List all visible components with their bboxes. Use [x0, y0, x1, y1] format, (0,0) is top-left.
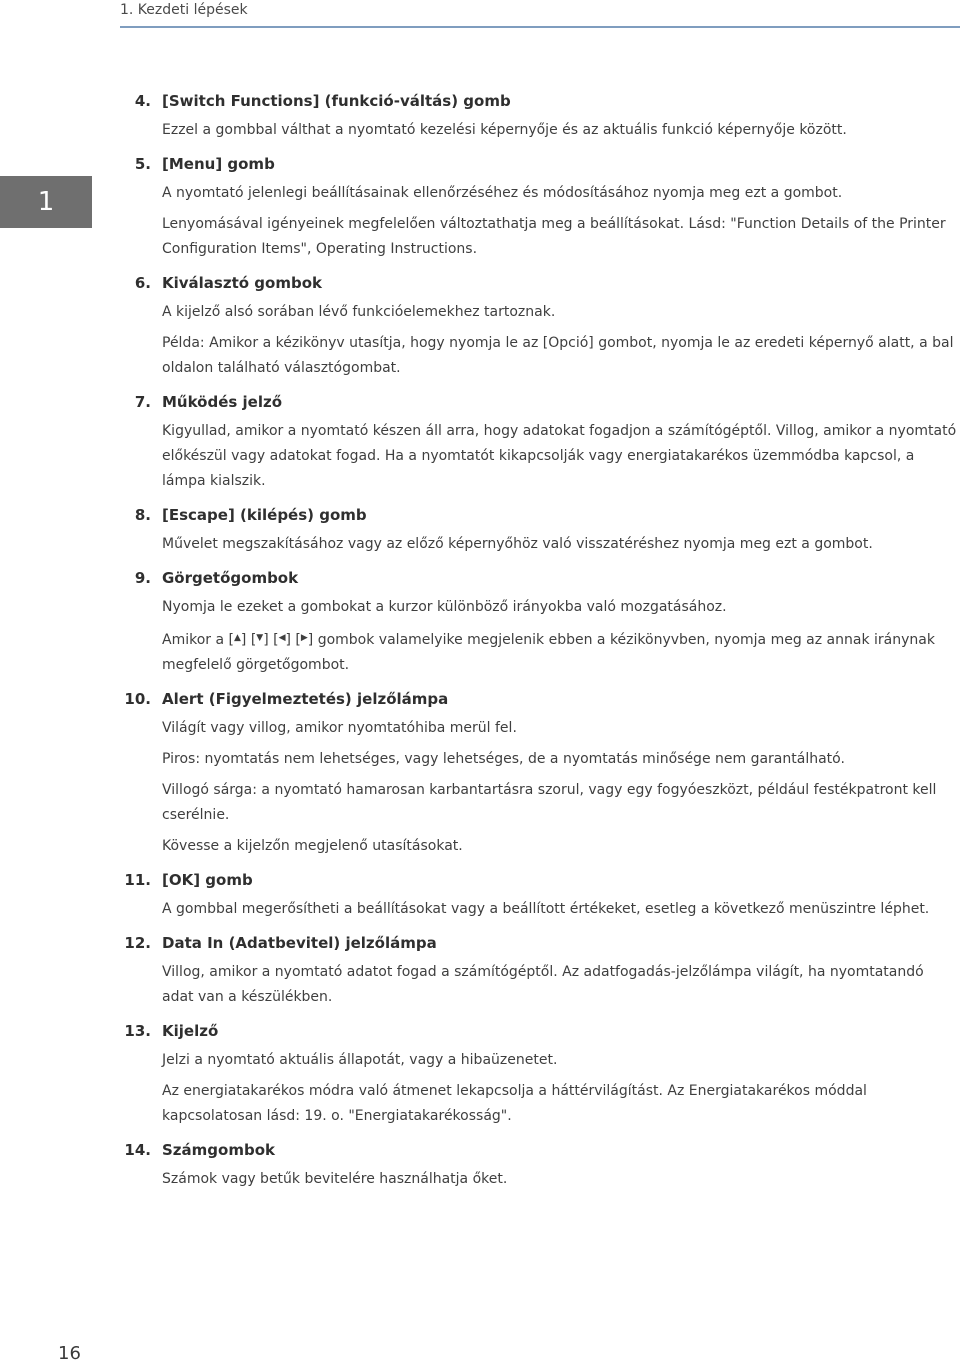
item-text: A gombbal megerősítheti a beállításokat vagy a beállított értékeket, esetleg a következő menüszintre léphet.	[162, 901, 930, 917]
item-title: Görgetőgombok	[162, 569, 299, 587]
item-title: [Escape] (kilépés) gomb	[162, 506, 367, 524]
arrow-down-icon: ▼	[256, 633, 264, 643]
header-rule	[120, 26, 960, 28]
item-text: Lenyomásával igényeinek megfelelően változtathatja meg a beállításokat. Lásd: "Function Details of the Printer Configuration Items", Operating Instructions.	[162, 216, 946, 257]
item-number: 5.	[134, 155, 151, 173]
item-heading	[0, 686, 960, 712]
list-item	[0, 270, 960, 381]
item-text-arrows	[0, 626, 957, 678]
item-title: [Menu] gomb	[162, 155, 275, 173]
item-heading	[0, 151, 960, 177]
item-number: 11.	[124, 871, 151, 889]
item-heading	[0, 565, 960, 591]
item-text: Kigyullad, amikor a nyomtató készen áll arra, hogy adatokat fogadjon a számítógéptől. Villog, amikor a nyomtató előkészül vagy adatokat fogad. Ha a nyomtatót kikapcsolják vagy energiatakarékos üzemmódba kapcsol, a lámpa kialszik.	[162, 423, 957, 489]
item-heading	[0, 88, 960, 114]
item-number: 9.	[134, 569, 151, 587]
item-title: Alert (Figyelmeztetés) jelzőlámpa	[162, 690, 449, 708]
chapter-tab: 1	[0, 176, 92, 228]
item-heading	[0, 1018, 960, 1044]
item-text: Jelzi a nyomtató aktuális állapotát, vagy a hibaüzenetet.	[162, 1052, 558, 1068]
item-title: [Switch Functions] (funkció-váltás) gomb	[162, 92, 511, 110]
item-heading	[0, 270, 960, 296]
list-item	[0, 565, 960, 678]
item-text: Példa: Amikor a kézikönyv utasítja, hogy nyomja le az [Opció] gombot, nyomja le az eredeti képernyő alatt, a bal oldalon található választógombat.	[162, 335, 954, 376]
item-number: 14.	[124, 1141, 151, 1159]
list-item	[0, 389, 960, 494]
running-header: 1. Kezdeti lépések	[120, 2, 248, 18]
item-text: A kijelző alsó sorában lévő funkcióelemekhez tartoznak.	[162, 304, 556, 320]
item-text: Az energiatakarékos módra való átmenet lekapcsolja a háttérvilágítást. Az Energiatakarékos móddal kapcsolatosan lásd: 19. o. "Energiatakarékosság".	[162, 1083, 867, 1124]
arrow-right-icon: ▶	[300, 633, 308, 643]
item-heading	[0, 502, 960, 528]
item-title: Kiválasztó gombok	[162, 274, 322, 292]
item-title: Számgombok	[162, 1141, 275, 1159]
item-heading	[0, 389, 960, 415]
list-item	[0, 1018, 960, 1129]
list-item	[0, 867, 960, 922]
page-number: 16	[58, 1343, 81, 1364]
item-text: Kövesse a kijelzőn megjelenő utasításokat.	[162, 838, 463, 854]
item-text: Számok vagy betűk bevitelére használhatja őket.	[162, 1171, 508, 1187]
item-title: Data In (Adatbevitel) jelzőlámpa	[162, 934, 437, 952]
list-item	[0, 686, 960, 859]
item-title: [OK] gomb	[162, 871, 253, 889]
item-text: Villog, amikor a nyomtató adatot fogad a számítógéptől. Az adatfogadás-jelzőlámpa világít, ha nyomtatandó adat van a készülékben.	[162, 964, 924, 1005]
item-number: 12.	[124, 934, 151, 952]
text-segment: Amikor a [	[162, 632, 234, 648]
item-number: 7.	[134, 393, 151, 411]
item-title: Működés jelző	[162, 393, 283, 411]
text-segment: ] gombok valamelyike megjelenik ebben a kézikönyvben, nyomja meg az annak iránynak megfelelő görgetőgombot.	[162, 632, 935, 673]
item-text: Ezzel a gombbal válthat a nyomtató kezelési képernyője és az aktuális funkció képernyője között.	[162, 122, 847, 138]
item-text: Villogó sárga: a nyomtató hamarosan karbantartásra szorul, vagy egy fogyóeszközt, például festékpatront kell cserélnie.	[162, 782, 937, 823]
item-text: Nyomja le ezeket a gombokat a kurzor különböző irányokba való mozgatásához.	[162, 599, 727, 615]
item-number: 6.	[134, 274, 151, 292]
item-text: Világít vagy villog, amikor nyomtatóhiba merül fel.	[162, 720, 517, 736]
item-text: Piros: nyomtatás nem lehetséges, vagy lehetséges, de a nyomtatás minősége nem garantálható.	[162, 751, 845, 767]
item-text: Művelet megszakításához vagy az előző képernyőhöz való visszatéréshez nyomja meg ezt a gombot.	[162, 536, 873, 552]
text-segment: ] [	[240, 632, 257, 648]
item-title: Kijelző	[162, 1022, 219, 1040]
item-heading	[0, 930, 960, 956]
list-item	[0, 151, 960, 262]
list-item	[0, 502, 960, 557]
item-list	[0, 88, 960, 1200]
arrow-left-icon: ◀	[278, 633, 286, 643]
item-text: A nyomtató jelenlegi beállításainak ellenőrzéséhez és módosításához nyomja meg ezt a gombot.	[162, 185, 843, 201]
list-item	[0, 1137, 960, 1192]
item-number: 8.	[134, 506, 151, 524]
item-number: 13.	[124, 1022, 151, 1040]
list-item	[0, 88, 960, 143]
item-heading	[0, 1137, 960, 1163]
arrow-up-icon: ▲	[233, 633, 241, 643]
item-number: 10.	[124, 690, 151, 708]
text-segment: ] [	[285, 632, 301, 648]
item-heading	[0, 867, 960, 893]
item-number: 4.	[134, 92, 151, 110]
text-segment: ] [	[263, 632, 279, 648]
list-item	[0, 930, 960, 1010]
